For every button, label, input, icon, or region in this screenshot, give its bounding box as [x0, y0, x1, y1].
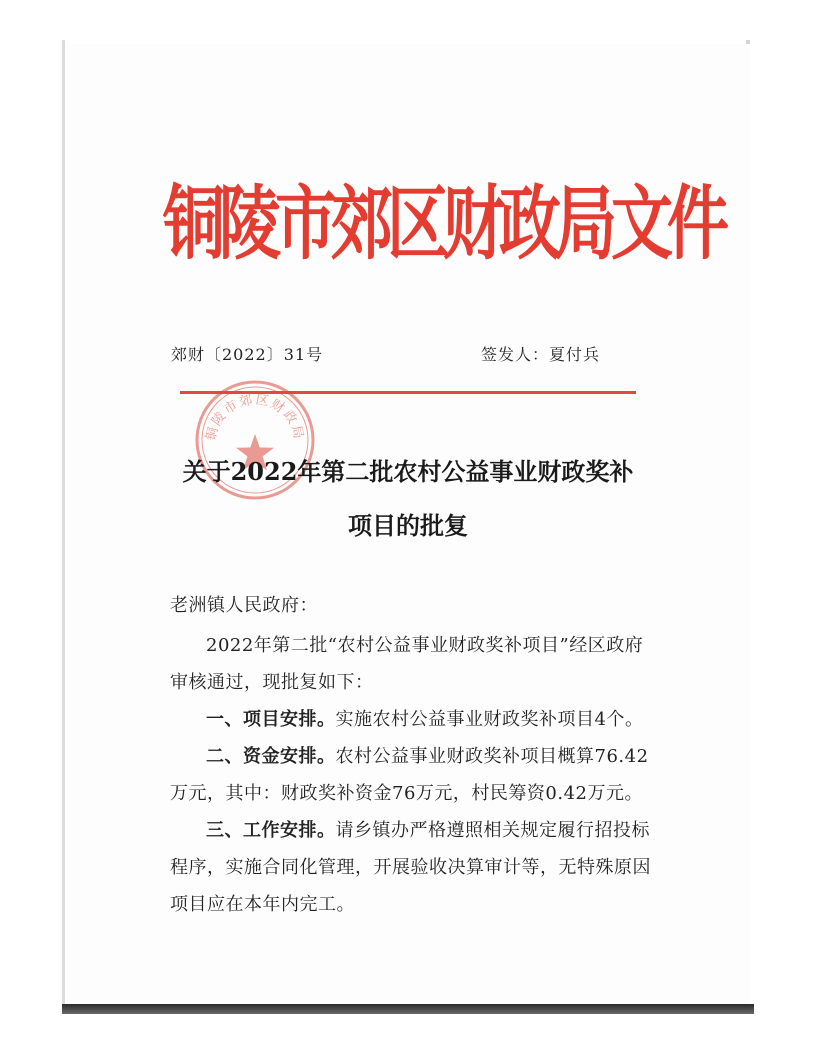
item-2-line-2: 万元，其中：财政奖补资金76万元，村民筹资0.42万元。	[170, 783, 643, 804]
item-2-text: 农村公益事业财政奖补项目概算76.42	[335, 746, 649, 767]
item-3-text: 请乡镇办严格遵照相关规定履行招投标	[335, 820, 650, 841]
item-2-label: 二、资金安排。	[206, 746, 336, 767]
item-3-label: 三、工作安排。	[206, 820, 336, 841]
svg-text:铜陵市郊区财政局	[203, 392, 306, 442]
document-number: 郊财〔2022〕31号	[171, 345, 324, 364]
paragraph-1-line-2: 审核通过，现批复如下：	[170, 672, 374, 693]
item-1	[206, 705, 643, 731]
salutation: 老洲镇人民政府：	[170, 595, 318, 616]
item-3-line-2: 程序，实施合同化管理，开展验收决算审计等，无特殊原因	[170, 857, 651, 878]
item-1-text: 实施农村公益事业财政奖补项目4个。	[335, 709, 644, 730]
paragraph-1-line-1: 2022年第二批“农村公益事业财政奖补项目”经区政府	[206, 635, 644, 656]
seal-text: 铜陵市郊区财政局	[203, 392, 307, 443]
document-masthead: 铜陵市郊区财政局文件	[163, 175, 724, 271]
item-3-line-3: 项目应在本年内完工。	[170, 894, 355, 915]
signer-line: 签发人：夏付兵	[481, 345, 601, 364]
item-3-line-1	[206, 816, 650, 842]
document-title-line-2: 项目的批复	[348, 511, 468, 540]
item-2-line-1	[206, 742, 649, 768]
paper-edge-bottom	[62, 1004, 754, 1014]
document-title-line-1: 关于2022年第二批农村公益事业财政奖补	[182, 457, 634, 486]
item-1-label: 一、项目安排。	[206, 709, 336, 730]
